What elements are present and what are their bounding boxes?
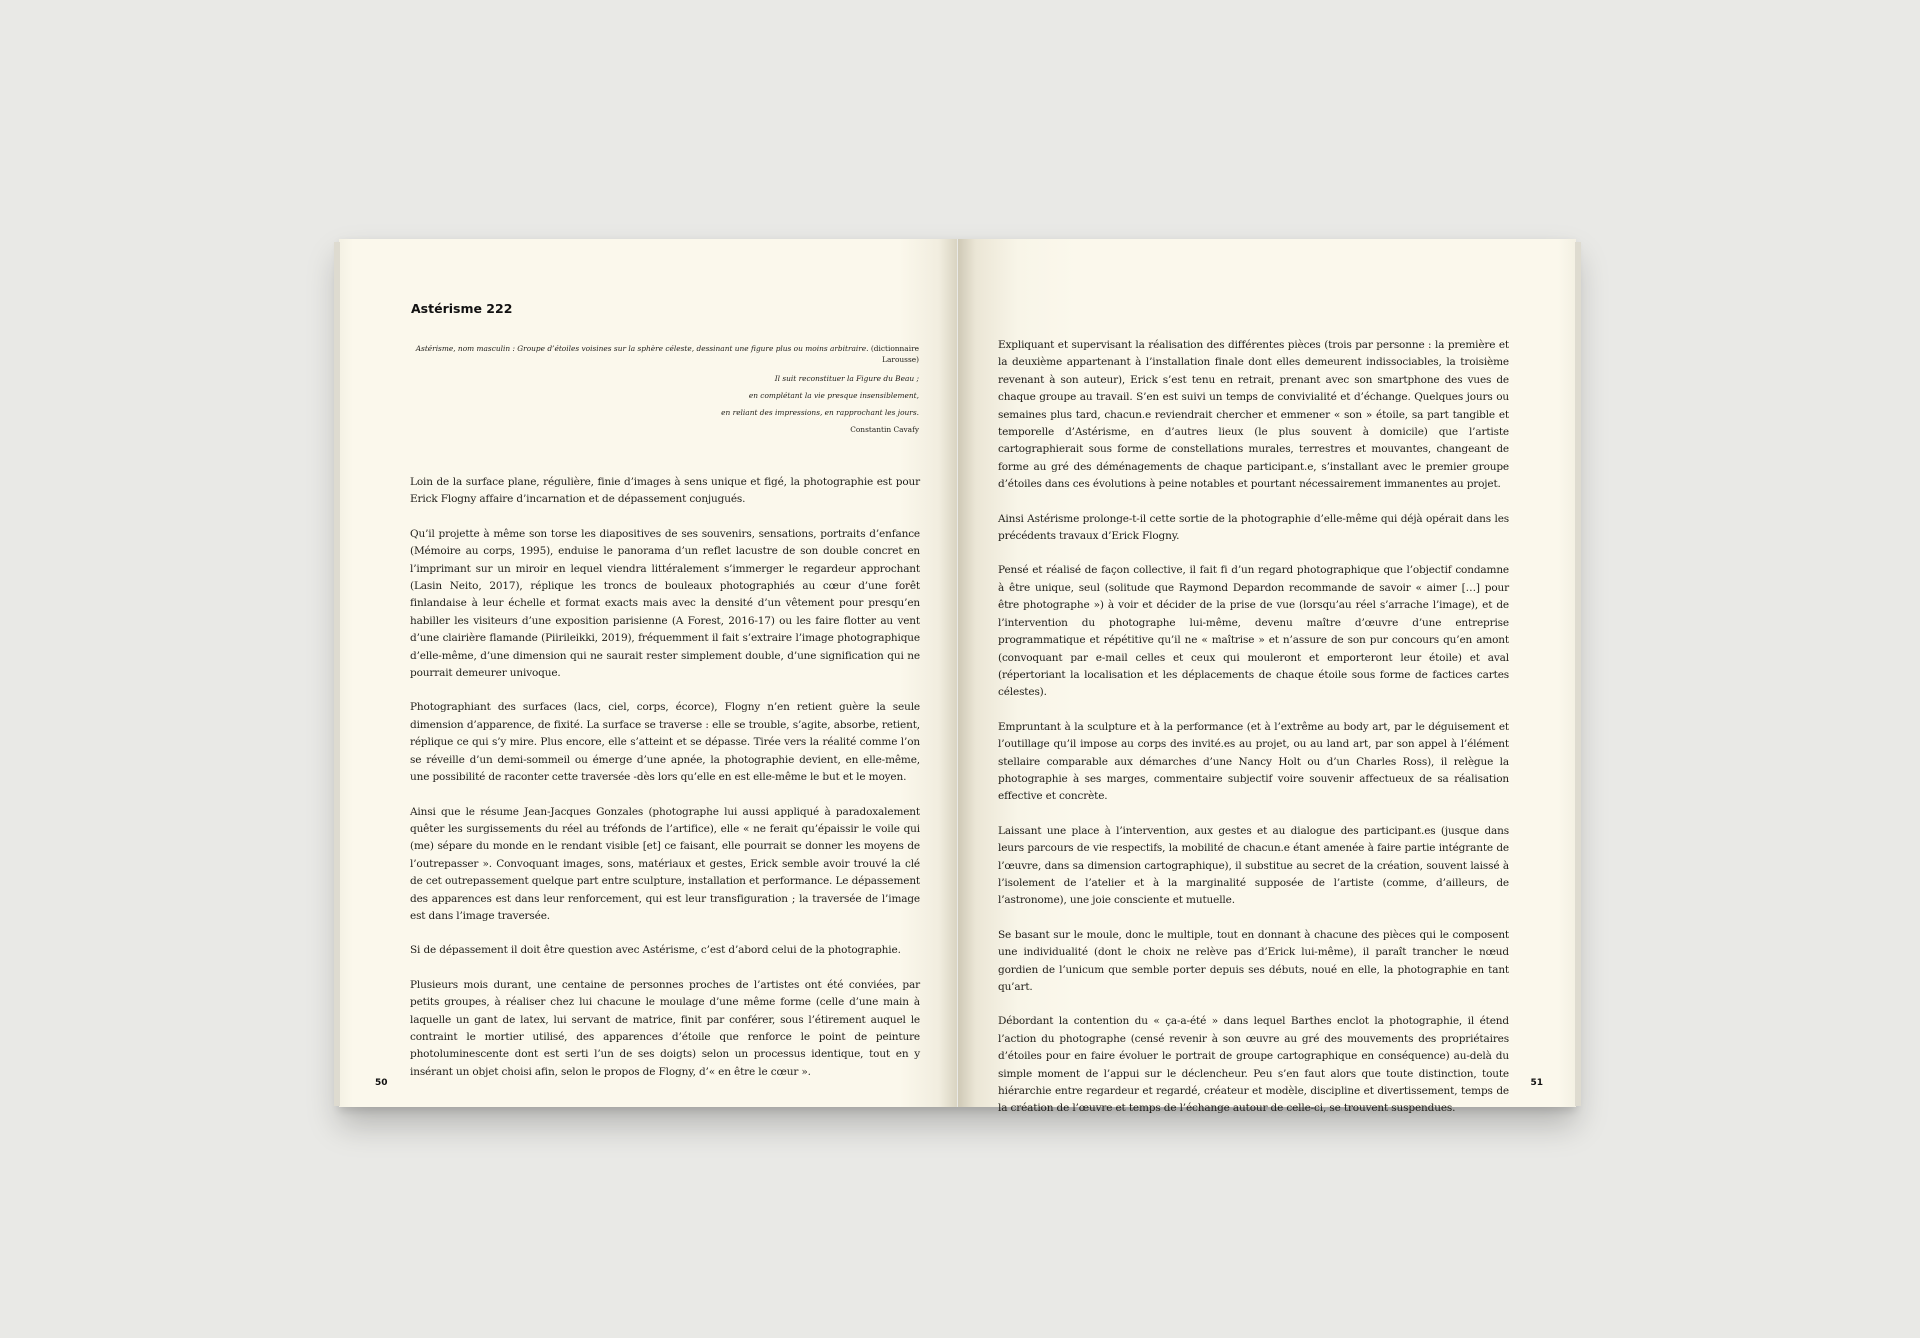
paragraph: Photographiant des surfaces (lacs, ciel, corps, écorce), Flogny n’en retient guère la seule dimension d’apparence, de fixité. La surface se traverse : elle se trouble, s’agite, absorbe, retient, réplique ce qui s’y mire. Plus encore, elle s’atteint et se dépasse. Tirée vers la réalité comme l’on se réveille d’un demi-sommeil ou émerge d’une apnée, la photographie devient, en elle-même, une possibilité de raconter cette traversée -dès lors qu’elle en est elle-même le but et le moyen. — [410, 701, 920, 784]
paragraph: Plusieurs mois durant, une centaine de personnes proches de l’artistes ont été conviées, par petits groupes, à réaliser chez lui chacune le moulage d’une même forme (celle d’une main à laquelle un gant de latex, lui servant de matrice, finit par conférer, sous l’étirement auquel le contraint le mortier utilisé, des apparences d’étoile que renforce le point de peinture photoluminescente dont est serti l’un de ses doigts) selon un processus identique, tout en y insérant un objet choisi afin, selon le propos de Flogny, d’« en être le cœur ». — [410, 978, 920, 1078]
paragraph: Empruntant à la sculpture et à la performance (et à l’extrême au body art, par le déguisement et l’outillage qu’il impose au corps des invité.es au projet, ou au land art, par son appel à l’élément stellaire comparable aux démarches d’une Nancy Holt ou d’un Charles Ross), il relègue la photographie à ses marges, commentaire subjectif voire souvenir affectueux de sa réalisation effective et concrète. — [998, 720, 1509, 803]
section-heading: Astérisme 222 — [411, 301, 513, 316]
poem-line: en complétant la vie presque insensiblement, — [748, 391, 919, 400]
poem-line: en reliant des impressions, en rapprochant les jours. — [721, 408, 919, 417]
paragraph: Ainsi que le résume Jean-Jacques Gonzales (photographe lui aussi appliqué à paradoxalement quêter les surgissements du réel au tréfonds de l’artifice), elle « ne ferait qu’épaissir le voile qui (me) sépare du monde en le rendant visible [et] ce faisant, elle pourrait se donner les moyens de l’outrepasser ». Convoquant images, sons, matériaux et gestes, Erick semble avoir trouvé la clé de cet outrepassement quelque part entre sculpture, installation et performance. Le dépassement des apparences est dans leur renforcement, qui est leur transfiguration ; la traversée de l’image est dans l’image traversée. — [410, 805, 920, 922]
paragraph: Laissant une place à l’intervention, aux gestes et au dialogue des participant.es (jusque dans leurs parcours de vie respectifs, la mobilité de chacun.e étant amenée à faire partie intégrante de l’œuvre, dans sa dimension cartographique), il substitue au secret de la création, souvent laissé à l’isolement de l’atelier et à la marginalité supposée de l’artiste (comme, d’ailleurs, de l’astronome), une joie consciente et mutuelle. — [998, 824, 1509, 907]
paragraph: Débordant la contention du « ça-a-été » dans lequel Barthes enclot la photographie, il étend l’action du photographe (censé revenir à son œuvre au gré des mouvements des propriétaires d’étoiles pour en faire évoluer le portrait de groupe cartographique en conséquence) au-delà du simple moment de l’appui sur le déclencheur. Peu s’en faut alors que toute distinction, toute hiérarchie entre regardeur et regardé, créateur et modèle, discipline et divertissement, temps de la création de l’œuvre et temps de l’échange autour de celle-ci, se trouvent suspendues. — [998, 1015, 1509, 1115]
poem-epigraph — [721, 370, 919, 438]
paragraph: Se basant sur le moule, donc le multiple, tout en donnant à chacune des pièces qui le composent une individualité (dont le choix ne relève pas d’Erick lui-même), il paraît trancher le nœud gordien de l’unicum que semble porter depuis ses débuts, noué en elle, la photographie en tant qu’art. — [998, 928, 1509, 993]
body-text — [998, 337, 1509, 1135]
poem-line: Il suit reconstituer la Figure du Beau ; — [774, 374, 919, 383]
left-page — [339, 239, 957, 1107]
poem-author: Constantin Cavafy — [850, 425, 919, 434]
paragraph: Pensé et réalisé de façon collective, il fait fi d’un regard photographique que l’objectif condamne à être unique, seul (solitude que Raymond Depardon recommande de savoir « aimer […] pour être photographe ») à voir et décider de la prise de vue (lorsqu’au réel s’arrache l’image), et de l’intervention du photographe lui-même, devenu maître d’œuvre d’une entreprise programmatique et répétitive qu’il ne « maîtrise » et n’assure de son pur concours qu’en amont (convoquant par e-mail celles et ceux qui mouleront et emporteront leur étoile) et aval (répertoriant la localisation et les déplacements de chaque étoile sous forme de factices cartes célestes). — [998, 564, 1509, 699]
open-book — [339, 239, 1576, 1115]
paragraph: Si de dépassement il doit être question avec Astérisme, c’est d’abord celui de la photographie. — [410, 944, 901, 957]
paragraph: Qu’il projette à même son torse les diapositives de ses souvenirs, sensations, portraits d’enfance (Mémoire au corps, 1995), enduise le panorama d’un reflet lacustre de son double concret en l’imprimant sur un miroir en lequel viendra littéralement s’immerger le regardeur approchant (Lasin Neito, 2017), réplique les troncs de bouleaux photographiés au cœur d’une forêt finlandaise à leur échelle et format exacts mais avec la densité d’un vêtement pour presqu’en habiller les visiteurs d’une exposition parisienne (A Forest, 2016-17) ou les faire flotter au vent d’une clairière flamande (Piirileikki, 2019), fréquemment il fait s’extraire l’image photographique d’elle-même, d’une dimension qui ne saurait rester simplement double, d’une signification qui ne pourrait demeurer univoque. — [410, 527, 920, 680]
definition-epigraph — [411, 343, 919, 365]
paragraph: Loin de la surface plane, régulière, finie d’images à sens unique et figé, la photographie est pour Erick Flogny affaire d’incarnation et de dépassement conjugués. — [410, 476, 920, 506]
paragraph: Expliquant et supervisant la réalisation des différentes pièces (trois par personne : la première et la deuxième appartenant à l’installation finale dont elles demeurent indissociables, la troisième revenant à son auteur), Erick s’est tenu en retrait, prenant avec son smartphone des vues de chaque groupe au travail. S’en est suivi un temps de convivialité et d’échange. Quelques jours ou semaines plus tard, chacun.e reviendrait chercher et emmener « son » étoile, sa part tangible et temporelle d’Astérisme, en d’autres lieux (le plus souvent à domicile) que l’artiste cartographierait sous forme de constellations murales, terrestres et mouvantes, changeant de forme au gré des déménagements de chaque participant.e, s’installant avec le premier groupe d’étoiles dans ces évolutions à peine notables et pourtant nécessairement immanentes au projet. — [998, 339, 1509, 491]
page-edge — [1575, 242, 1581, 1106]
definition-text: Astérisme, nom masculin : Groupe d’étoiles voisines sur la sphère céleste, dessinant une figure plus ou moins arbitraire. — [415, 344, 869, 353]
page-number: 51 — [1530, 1078, 1543, 1088]
page-edge — [334, 242, 340, 1106]
right-page — [958, 239, 1576, 1115]
page-number: 50 — [375, 1078, 388, 1088]
paragraph: Ainsi Astérisme prolonge-t-il cette sortie de la photographie d’elle-même qui déjà opérait dans les précédents travaux d’Erick Flogny. — [998, 512, 1509, 543]
body-text — [410, 474, 920, 1098]
definition-source: (dictionnaire Larousse) — [870, 344, 919, 364]
